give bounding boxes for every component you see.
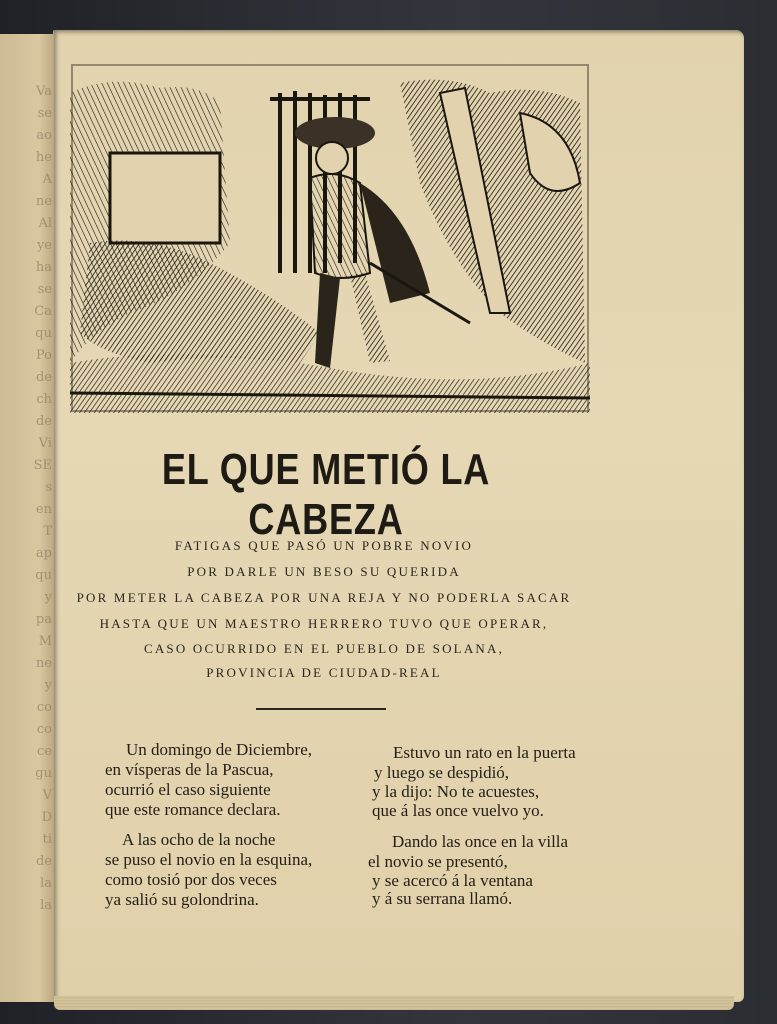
verse-line: como tosió por dos veces <box>105 870 277 889</box>
verse-line: el novio se presentó, <box>368 852 508 871</box>
verse-line: que á las once vuelvo yo. <box>372 801 544 820</box>
left-page-fragment: Po <box>35 348 52 363</box>
left-page-edge <box>0 34 58 1002</box>
left-page-fragment: ap <box>35 546 52 561</box>
left-page-fragment: s <box>45 480 52 495</box>
verse-line: en vísperas de la Pascua, <box>105 760 274 779</box>
left-page-fragment: qu <box>35 326 52 341</box>
left-page-fragment: de <box>35 414 52 429</box>
left-page-fragment: se <box>37 106 52 121</box>
page-edge <box>54 996 734 1010</box>
left-page-fragment: M <box>38 634 52 649</box>
left-page-fragment: he <box>35 150 52 165</box>
left-page-fragment: se <box>37 282 52 297</box>
left-page-fragment: ch <box>36 392 52 407</box>
left-page-fragment: Va <box>36 84 52 99</box>
left-page-fragment: ti <box>42 832 52 847</box>
left-page-fragment: D <box>41 810 52 825</box>
left-page-fragment: co <box>36 722 52 737</box>
left-page-fragment: y <box>44 678 52 693</box>
verse-line: ya salió su golondrina. <box>105 890 259 909</box>
verse-line: que este romance declara. <box>105 800 281 819</box>
left-page-fragment: ne <box>35 194 52 209</box>
left-page-fragment: y <box>44 590 52 605</box>
woodcut-illustration <box>70 63 590 413</box>
left-page-fragment: T <box>43 524 52 539</box>
left-page-fragment: Al <box>38 216 52 231</box>
left-page-fragment: co <box>36 700 52 715</box>
left-page-fragment: V <box>42 788 52 803</box>
page-title: EL QUE METIÓ LA CABEZA <box>161 445 491 544</box>
verse-line: Estuvo un rato en la puerta <box>393 743 576 762</box>
left-page-fragment: Ca <box>34 304 52 319</box>
subtitle-line: FATIGAS QUE PASÓ UN POBRE NOVIO <box>174 538 474 553</box>
left-page-fragment: la <box>40 898 52 913</box>
verse-line: ocurrió el caso siguiente <box>105 780 271 799</box>
subtitle-line: POR DARLE UN BESO SU QUERIDA <box>187 564 461 579</box>
left-page-fragment: pa <box>35 612 52 627</box>
subtitle-line: PROVINCIA DE CIUDAD-REAL <box>206 665 442 680</box>
left-page-fragment: SE <box>33 458 52 473</box>
left-page-fragment: ha <box>35 260 52 275</box>
verse-line: se puso el novio en la esquina, <box>105 850 313 869</box>
divider-rule <box>256 708 386 710</box>
left-page-fragment: ne <box>35 656 52 671</box>
left-page-fragment: ao <box>36 128 52 143</box>
verse-line: Un domingo de Diciembre, <box>126 740 313 759</box>
verse-line: y luego se despidió, <box>374 763 510 782</box>
left-page-fragment: Vi <box>38 436 52 451</box>
verse-line: y se acercó á la ventana <box>372 871 533 890</box>
left-page-fragment: en <box>35 502 52 517</box>
verse-line: Dando las once en la villa <box>392 832 569 851</box>
left-page-fragment: ye <box>36 238 52 253</box>
verse-line: A las ocho de la noche <box>122 830 276 849</box>
verse-line: y la dijo: No te acuestes, <box>372 782 540 801</box>
left-page-fragment: la <box>40 876 52 891</box>
subtitle-line: HASTA QUE UN MAESTRO HERRERO TUVO QUE OPERAR, <box>99 616 549 631</box>
left-page-fragment: de <box>35 370 52 385</box>
left-page-fragment: qu <box>35 568 52 583</box>
subtitle-line: CASO OCURRIDO EN EL PUEBLO DE SOLANA, <box>143 641 505 656</box>
left-page-fragment: de <box>35 854 52 869</box>
subtitle-line: POR METER LA CABEZA POR UNA REJA Y NO PODERLA SACAR <box>76 590 572 605</box>
left-page-fragment: ce <box>37 744 52 759</box>
left-page-fragment: A <box>42 172 52 187</box>
left-page-fragment: gu <box>35 766 52 781</box>
verse-line: y á su serrana llamó. <box>372 889 513 908</box>
